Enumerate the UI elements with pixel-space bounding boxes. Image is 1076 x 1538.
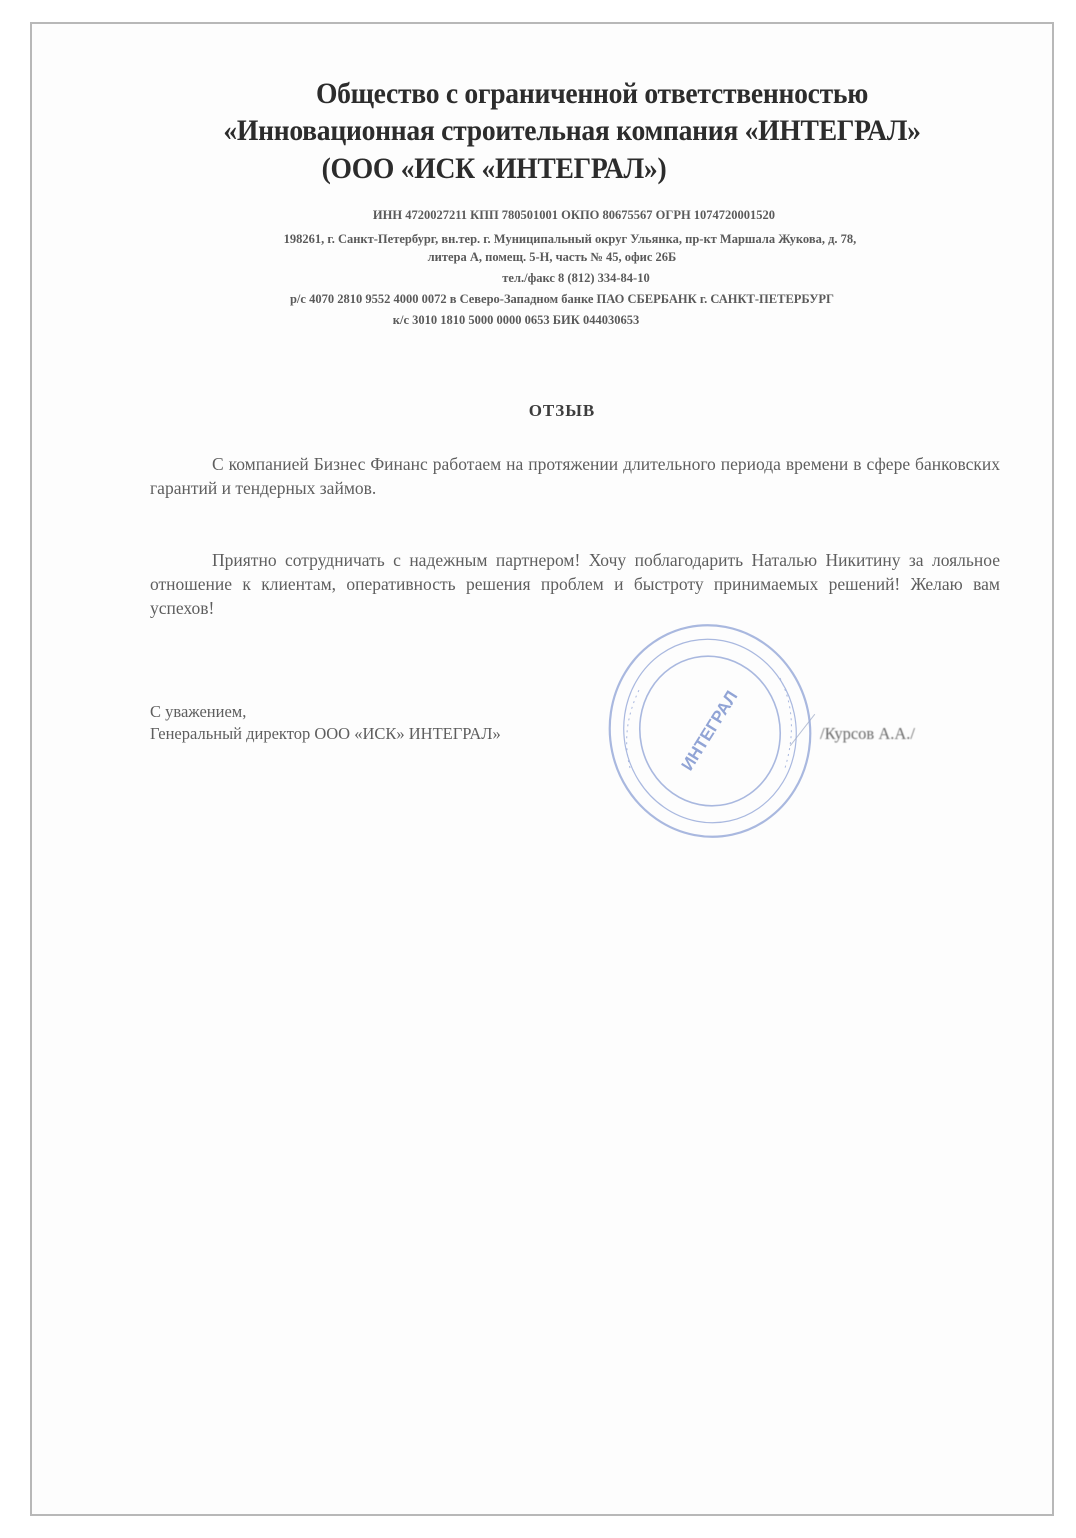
company-seal-stamp xyxy=(600,618,820,843)
letterhead-title-line-1: Общество с ограниченной ответственностью xyxy=(315,77,869,110)
letterhead-title-line-2: «Инновационная строительная компания «ИНТЕГРАЛ» xyxy=(223,114,921,147)
letterhead-requisites-codes: ИНН 4720027211 КПП 780501001 ОКПО 80675567 ОГРН 1074720001520 xyxy=(372,208,776,222)
body-paragraph-text: С компанией Бизнес Финанс работаем на протяжении длительного периода времени в сфере банковских гарантий и тендерных займов. xyxy=(150,454,1000,498)
letterhead-correspondent-account: к/с 3010 1810 5000 0000 0653 БИК 044030653 xyxy=(392,313,640,327)
letterhead-title-line-3: (ООО «ИСК «ИНТЕГРАЛ») xyxy=(321,152,667,185)
signer-position: Генеральный директор ООО «ИСК» ИНТЕГРАЛ» xyxy=(150,724,501,743)
body-paragraph-text: Приятно сотрудничать с надежным партнером! Хочу поблагодарить Наталью Никитину за лояльное отношение к клиентам, оперативность решения проблем и быстроту принимаемых решений! Желаю вам успехов! xyxy=(150,550,1000,618)
document-heading: ОТЗЫВ xyxy=(528,401,596,420)
letterhead-bank-account: р/с 4070 2810 9552 4000 0072 в Северо-Западном банке ПАО СБЕРБАНК г. САНКТ-ПЕТЕРБУРГ xyxy=(289,292,835,306)
seal-icon xyxy=(600,618,820,843)
body-paragraph xyxy=(150,452,1000,500)
letterhead-phone: тел./факс 8 (812) 334-84-10 xyxy=(502,271,650,285)
closing-salutation: С уважением, xyxy=(150,702,247,721)
signer-name: /Курсов А.А./ xyxy=(820,724,916,743)
body-paragraph xyxy=(150,548,1000,620)
letterhead-address-line-1: 198261, г. Санкт-Петербург, вн.тер. г. Муниципальный округ Ульянка, пр-кт Маршала Жукова, д. 78, xyxy=(283,232,857,246)
letterhead-address-line-2: литера А, помещ. 5-Н, часть № 45, офис 26Б xyxy=(427,250,677,264)
seal-center-text: ИНТЕГРАЛ xyxy=(677,687,742,774)
document-page xyxy=(30,22,1054,1516)
